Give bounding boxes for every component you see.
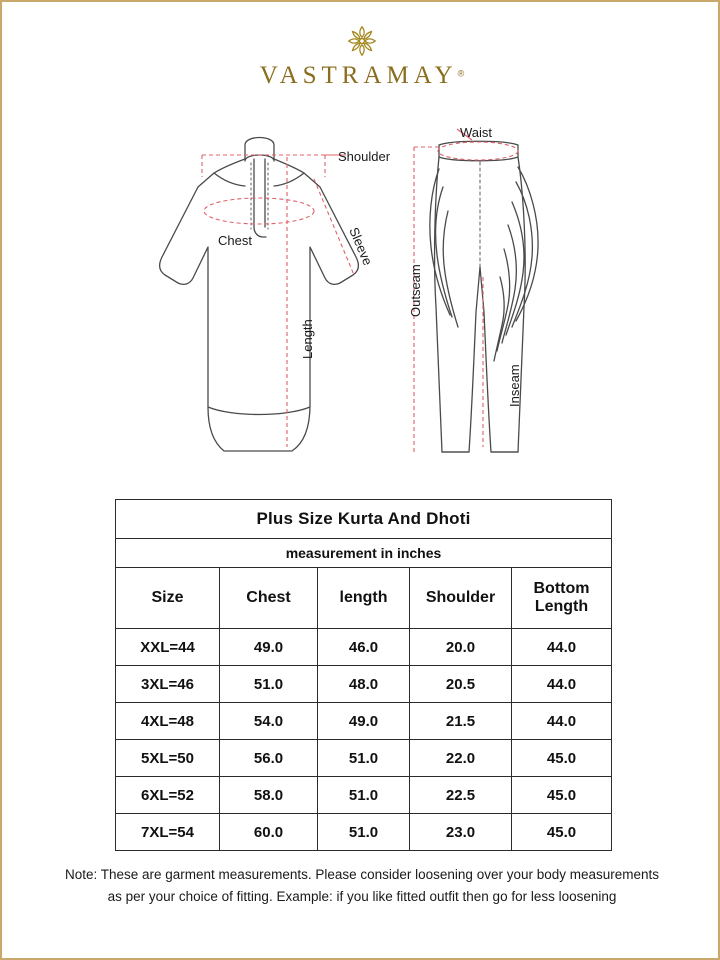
table-title-row bbox=[116, 500, 612, 539]
cell-bottom-length: 45.0 bbox=[512, 777, 612, 814]
cell-shoulder: 22.0 bbox=[410, 740, 512, 777]
cell-length: 48.0 bbox=[318, 666, 410, 703]
cell-chest: 51.0 bbox=[220, 666, 318, 703]
cell-chest: 49.0 bbox=[220, 629, 318, 666]
brand-header bbox=[2, 24, 720, 90]
table-subtitle: measurement in inches bbox=[116, 539, 612, 568]
size-table bbox=[115, 499, 612, 851]
column-header-shoulder: Shoulder bbox=[410, 568, 512, 629]
size-table-wrap bbox=[115, 499, 611, 851]
cell-shoulder: 21.5 bbox=[410, 703, 512, 740]
cell-size: 7XL=54 bbox=[116, 814, 220, 851]
cell-length: 51.0 bbox=[318, 740, 410, 777]
cell-size: 3XL=46 bbox=[116, 666, 220, 703]
cell-size: 5XL=50 bbox=[116, 740, 220, 777]
cell-chest: 58.0 bbox=[220, 777, 318, 814]
note-block bbox=[2, 864, 720, 907]
note-line-1: Note: These are garment measurements. Please consider loosening over your body measurements bbox=[64, 867, 660, 882]
registered-mark: ® bbox=[457, 68, 465, 79]
label-inseam: Inseam bbox=[507, 364, 522, 407]
table-row bbox=[116, 666, 612, 703]
label-sleeve: Sleeve bbox=[346, 225, 376, 268]
cell-size: 4XL=48 bbox=[116, 703, 220, 740]
garment-diagram bbox=[2, 107, 720, 492]
cell-bottom-length: 44.0 bbox=[512, 629, 612, 666]
column-header-chest: Chest bbox=[220, 568, 318, 629]
cell-shoulder: 20.0 bbox=[410, 629, 512, 666]
label-chest: Chest bbox=[218, 233, 252, 248]
table-row bbox=[116, 814, 612, 851]
cell-shoulder: 22.5 bbox=[410, 777, 512, 814]
column-header-bottom-length: Bottom Length bbox=[512, 568, 612, 629]
cell-length: 49.0 bbox=[318, 703, 410, 740]
cell-chest: 60.0 bbox=[220, 814, 318, 851]
cell-length: 51.0 bbox=[318, 777, 410, 814]
cell-bottom-length: 44.0 bbox=[512, 666, 612, 703]
table-title: Plus Size Kurta And Dhoti bbox=[116, 500, 612, 539]
cell-bottom-length: 45.0 bbox=[512, 814, 612, 851]
cell-chest: 56.0 bbox=[220, 740, 318, 777]
brand-name: VASTRAMAY bbox=[259, 62, 458, 89]
label-outseam: Outseam bbox=[408, 264, 423, 317]
label-length: Length bbox=[300, 319, 315, 359]
cell-bottom-length: 45.0 bbox=[512, 740, 612, 777]
cell-shoulder: 20.5 bbox=[410, 666, 512, 703]
cell-chest: 54.0 bbox=[220, 703, 318, 740]
column-header-length: length bbox=[318, 568, 410, 629]
cell-size: 6XL=52 bbox=[116, 777, 220, 814]
note-line-2: as per your choice of fitting. Example: if you like fitted outfit then go for less loosening bbox=[107, 888, 617, 904]
column-header-size: Size bbox=[116, 568, 220, 629]
floral-ornament-icon bbox=[343, 24, 381, 58]
table-row bbox=[116, 777, 612, 814]
label-shoulder: Shoulder bbox=[338, 149, 391, 164]
cell-length: 51.0 bbox=[318, 814, 410, 851]
label-waist: Waist bbox=[460, 125, 493, 140]
table-row bbox=[116, 629, 612, 666]
garment-diagram-svg bbox=[2, 107, 720, 492]
table-header-row bbox=[116, 568, 612, 629]
table-row bbox=[116, 740, 612, 777]
cell-shoulder: 23.0 bbox=[410, 814, 512, 851]
cell-bottom-length: 44.0 bbox=[512, 703, 612, 740]
table-subtitle-row bbox=[116, 539, 612, 568]
cell-length: 46.0 bbox=[318, 629, 410, 666]
cell-size: XXL=44 bbox=[116, 629, 220, 666]
table-row bbox=[116, 703, 612, 740]
